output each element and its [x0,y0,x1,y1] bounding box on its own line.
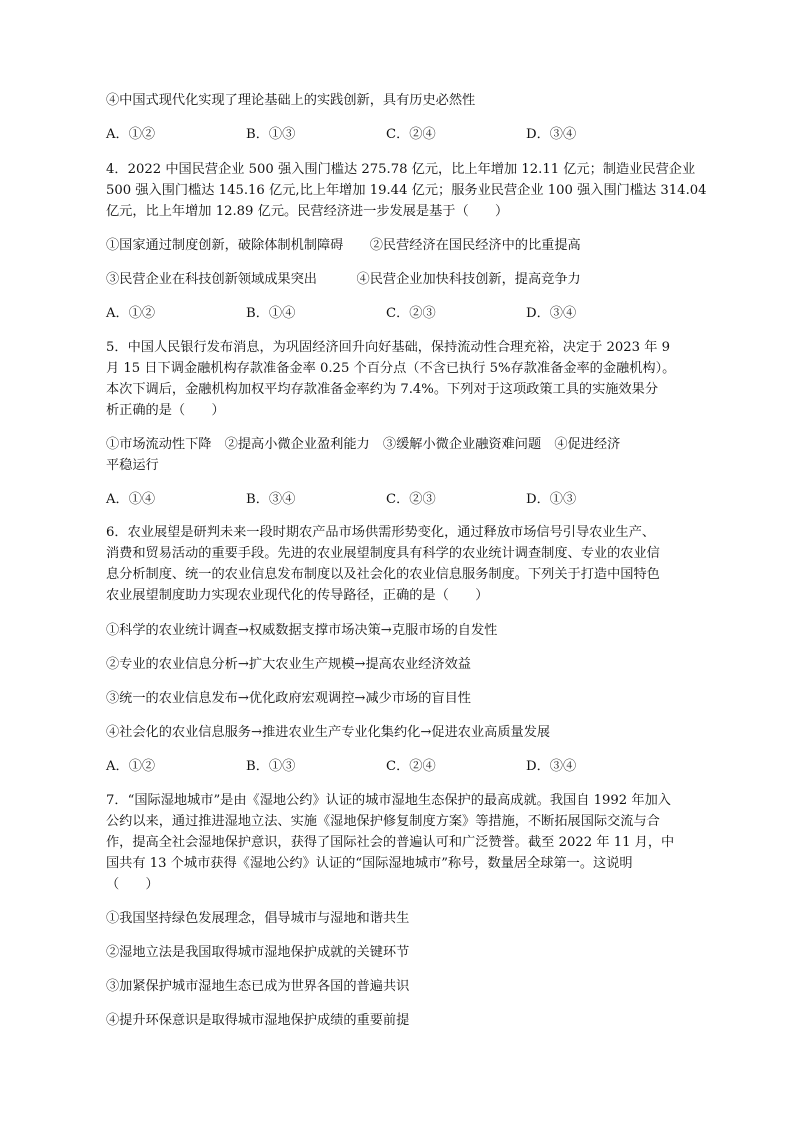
q7-statement-3: ③加紧保护城市湿地生态已成为世界各国的普遍共识 [106,979,410,994]
q5-stem-line-4: 析正确的是（ ） [106,403,225,418]
q4-stem-line-1: 4．2022 中国民营企业 500 强入围门槛达 275.78 亿元，比上年增加 12.11 亿元；制造业民营企业 [106,162,696,177]
q4-option-c: C．②③ [386,306,436,321]
q3-options [106,125,696,145]
q4-options [106,304,696,324]
q3-option-b: B．①③ [246,127,296,142]
q6-option-a: A．①② [106,759,156,774]
q5-statements-line-2: 平稳运行 [106,458,159,473]
q5-option-d: D．①③ [526,492,577,507]
q4-option-a: A．①② [106,306,156,321]
q5-statements-line-1: ①市场流动性下降 ②提高小微企业盈利能力 ③缓解小微企业融资难问题 ④促进经济 [106,437,621,452]
q6-stem-line-1: 6．农业展望是研判未来一段时期农产品市场供需形势变化，通过释放市场信号引导农业生产、 [106,525,656,540]
q6-stem-line-3: 息分析制度、统一的农业信息发布制度以及社会化的农业信息服务制度。下列关于打造中国特色 [106,567,660,582]
q5-option-a: A．①④ [106,492,156,507]
q6-stem-line-2: 消费和贸易活动的重要手段。先进的农业展望制度具有科学的农业统计调查制度、专业的农业信 [106,546,660,561]
q5-stem-line-3: 本次下调后，金融机构加权平均存款准备金率约为 7.4%。下列对于这项政策工具的实施效果分 [106,382,659,397]
q7-stem-line-5: （ ） [106,877,159,892]
q7-statement-4: ④提升环保意识是取得城市湿地保护成绩的重要前提 [106,1013,410,1028]
q3-option-a: A．①② [106,127,156,142]
q4-stem-line-3: 亿元，比上年增加 12.89 亿元。民营经济进一步发展是基于（ ） [106,204,509,219]
q6-option-b: B．①③ [246,759,296,774]
q6-statement-1: ①科学的农业统计调查→权威数据支撑市场决策→克服市场的自发性 [106,623,498,638]
q5-stem-line-2: 月 15 日下调金融机构存款准备金率 0.25 个百分点（不含已执行 5%存款准备金率的金融机构）。 [106,361,676,376]
q5-option-b: B．③④ [246,492,296,507]
q5-options [106,490,696,510]
q6-statement-3: ③统一的农业信息发布→优化政府宏观调控→减少市场的盲目性 [106,691,471,706]
q4-stem-line-2: 500 强入围门槛达 145.16 亿元,比上年增加 19.44 亿元；服务业民营企业 100 强入围门槛达 314.04 [106,183,707,198]
q4-statements-line-1: ①国家通过制度创新，破除体制机制障碍 ②民营经济在国民经济中的比重提高 [106,238,581,253]
q7-stem-line-4: 国共有 13 个城市获得《湿地公约》认证的“国际湿地城市”称号，数量居全球第一。这说明 [106,856,633,871]
q4-statements-line-2: ③民营企业在科技创新领域成果突出 ④民营企业加快科技创新，提高竞争力 [106,272,581,287]
q7-stem-line-1: 7．“国际湿地城市”是由《湿地公约》认证的城市湿地生态保护的最高成就。我国自 1992 年加入 [106,793,671,808]
q3-statement-4: ④中国式现代化实现了理论基础上的实践创新，具有历史必然性 [106,93,476,108]
q5-option-c: C．②③ [386,492,436,507]
q7-stem-line-3: 作，提高全社会湿地保护意识，获得了国际社会的普遍认可和广泛赞誉。截至 2022 年 11 月，中 [106,835,675,850]
q6-options [106,757,696,777]
q7-statement-2: ②湿地立法是我国取得城市湿地保护成就的关键环节 [106,945,410,960]
q6-stem-line-4: 农业展望制度助力实现农业现代化的传导路径，正确的是（ ） [106,588,489,603]
q6-option-c: C．②④ [386,759,436,774]
q7-statement-1: ①我国坚持绿色发展理念，倡导城市与湿地和谐共生 [106,911,410,926]
q4-option-b: B．①④ [246,306,296,321]
q6-statement-4: ④社会化的农业信息服务→推进农业生产专业化集约化→促进农业高质量发展 [106,725,551,740]
q3-option-c: C．②④ [386,127,436,142]
q3-option-d: D．③④ [526,127,577,142]
q5-stem-line-1: 5．中国人民银行发布消息，为巩固经济回升向好基础，保持流动性合理充裕，决定于 2023 年 9 [106,340,671,355]
q6-statement-2: ②专业的农业信息分析→扩大农业生产规模→提高农业经济效益 [106,657,471,672]
q7-stem-line-2: 公约以来，通过推进湿地立法、实施《湿地保护修复制度方案》等措施，不断拓展国际交流与合 [106,814,660,829]
q6-option-d: D．③④ [526,759,577,774]
q4-option-d: D．③④ [526,306,577,321]
